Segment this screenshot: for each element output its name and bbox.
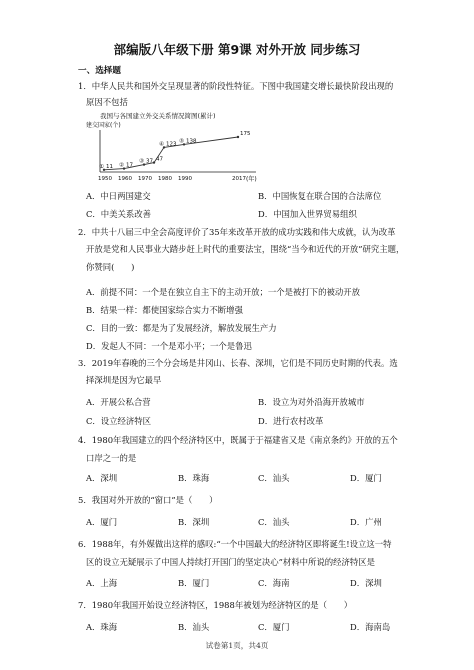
data-label: 138	[186, 138, 197, 145]
q7-option-c[interactable]: C．厦门	[258, 622, 290, 632]
data-label: 47	[156, 156, 163, 163]
q7-option-d[interactable]: D．海南岛	[350, 622, 391, 632]
q1-option-c[interactable]: C．中美关系改善	[86, 209, 152, 219]
q3-option-a[interactable]: A．开展公私合营	[86, 397, 151, 407]
q1-stem-line1: 1．中华人民共和国外交呈现显著的阶段性特征。下图中我国建交增长最快阶段出现的	[78, 81, 394, 91]
data-label: 123	[166, 141, 177, 148]
q2-stem-line3: 你赞同( )	[86, 262, 135, 272]
x-axis-label: (年)	[246, 176, 257, 183]
q6-option-c[interactable]: C．海南	[258, 578, 290, 588]
data-label: 11	[106, 163, 113, 170]
stage-marker: ④	[159, 141, 164, 148]
q3-option-c[interactable]: C．设立经济特区	[86, 416, 152, 426]
q6-option-a[interactable]: A．上海	[86, 578, 118, 588]
stage-marker: ②	[119, 162, 124, 169]
stage-marker: ⑤	[179, 138, 184, 145]
q2-option-d[interactable]: D．发起人不同：一个是邓小平；一个是鲁迅	[86, 341, 252, 351]
section-heading: 一、选择题	[78, 66, 121, 76]
q2-option-c[interactable]: C．目的一致：都是为了发展经济，解放发展生产力	[86, 323, 277, 333]
q2-stem-line1: 2．中共十八届三中全会高度评价了35年来改革开放的成功实践和伟大成就，认为改革	[78, 227, 396, 237]
q4-option-b[interactable]: B．珠海	[178, 473, 210, 483]
q1-option-a[interactable]: A．中日两国建交	[86, 191, 151, 201]
data-point	[237, 136, 239, 138]
q3-stem-line1: 3．2019年春晚的三个分会场是井冈山、长春、深圳，它们是不同历史时期的代表。选	[78, 358, 398, 368]
page-title: 部编版八年级下册 第9课 对外开放 同步练习	[113, 42, 361, 57]
q4-option-d[interactable]: D．厦门	[350, 473, 382, 483]
q4-stem-line2: 口岸之一的是	[86, 453, 137, 463]
x-tick-label: 1970	[138, 176, 152, 182]
q2-option-b[interactable]: B．结果一样：都使国家综合实力不断增强	[86, 305, 243, 315]
diplomacy-line-chart	[86, 110, 266, 184]
data-label: 175	[240, 131, 251, 137]
q5-stem-line1: 5．我国对外开放的“窗口”是（ ）	[78, 495, 218, 505]
x-tick-label: 1960	[118, 176, 132, 182]
y-axis-label: 建交国家(个)	[86, 122, 121, 129]
x-tick-label: 2017	[232, 176, 246, 182]
q1-option-b[interactable]: B．中国恢复在联合国的合法席位	[258, 191, 382, 201]
q3-option-d[interactable]: D．进行农村改革	[258, 416, 324, 426]
x-tick-label: 1980	[158, 176, 172, 182]
q1-option-d[interactable]: D．中国加入世界贸易组织	[258, 209, 357, 219]
stage-marker: ①	[99, 163, 104, 170]
q7-option-a[interactable]: A．珠海	[86, 622, 118, 632]
data-label: 17	[126, 162, 133, 169]
q5-option-d[interactable]: D．广州	[350, 517, 382, 527]
q6-stem-line1: 6．1988年，有外媒做出这样的感叹:“一个中国最大的经济特区即将诞生!设立这一特	[78, 539, 392, 549]
q3-stem-line2: 择深圳是因为它最早	[86, 375, 162, 385]
q2-option-a[interactable]: A．前提不同：一个是在独立自主下的主动开放；一个是被打下的被动开放	[86, 287, 361, 297]
q2-stem-line2: 开放是党和人民事业大踏步赶上时代的重要法宝，围绕“当今和近代的开放”研究主题，	[86, 244, 405, 254]
x-tick-label: 1950	[98, 176, 112, 182]
q6-stem-line2: 区的设立无疑展示了中国人持续打开国门的坚定决心”材料中所说的经济特区是	[86, 557, 376, 567]
chart-title: 我国与各国建立外交关系情况简图(累计)	[100, 112, 216, 120]
page-footer: 试卷第1页，共4页	[205, 641, 269, 650]
q3-option-b[interactable]: B．设立为对外沿海开放城市	[258, 397, 365, 407]
q6-option-d[interactable]: D．深圳	[350, 578, 382, 588]
q5-option-a[interactable]: A．厦门	[86, 517, 118, 527]
q5-option-b[interactable]: B．深圳	[178, 517, 210, 527]
q7-option-b[interactable]: B．汕头	[178, 622, 210, 632]
q5-option-c[interactable]: C．汕头	[258, 517, 290, 527]
q4-stem-line1: 4．1980年我国建立的四个经济特区中，既属于于福建省又是《南京条约》开放的五个	[78, 435, 398, 445]
stage-marker: ③	[139, 158, 144, 165]
q4-option-a[interactable]: A．深圳	[86, 473, 118, 483]
data-point	[153, 161, 155, 163]
q7-stem-line1: 7．1980年我国开始设立经济特区，1988年被划为经济特区的是（ ）	[78, 600, 353, 610]
q1-stem-line2: 原因不包括	[86, 97, 128, 107]
q6-option-b[interactable]: B．厦门	[178, 578, 210, 588]
x-tick-label: 1990	[178, 176, 192, 182]
q4-option-c[interactable]: C．汕头	[258, 473, 290, 483]
data-label: 37	[146, 158, 153, 165]
